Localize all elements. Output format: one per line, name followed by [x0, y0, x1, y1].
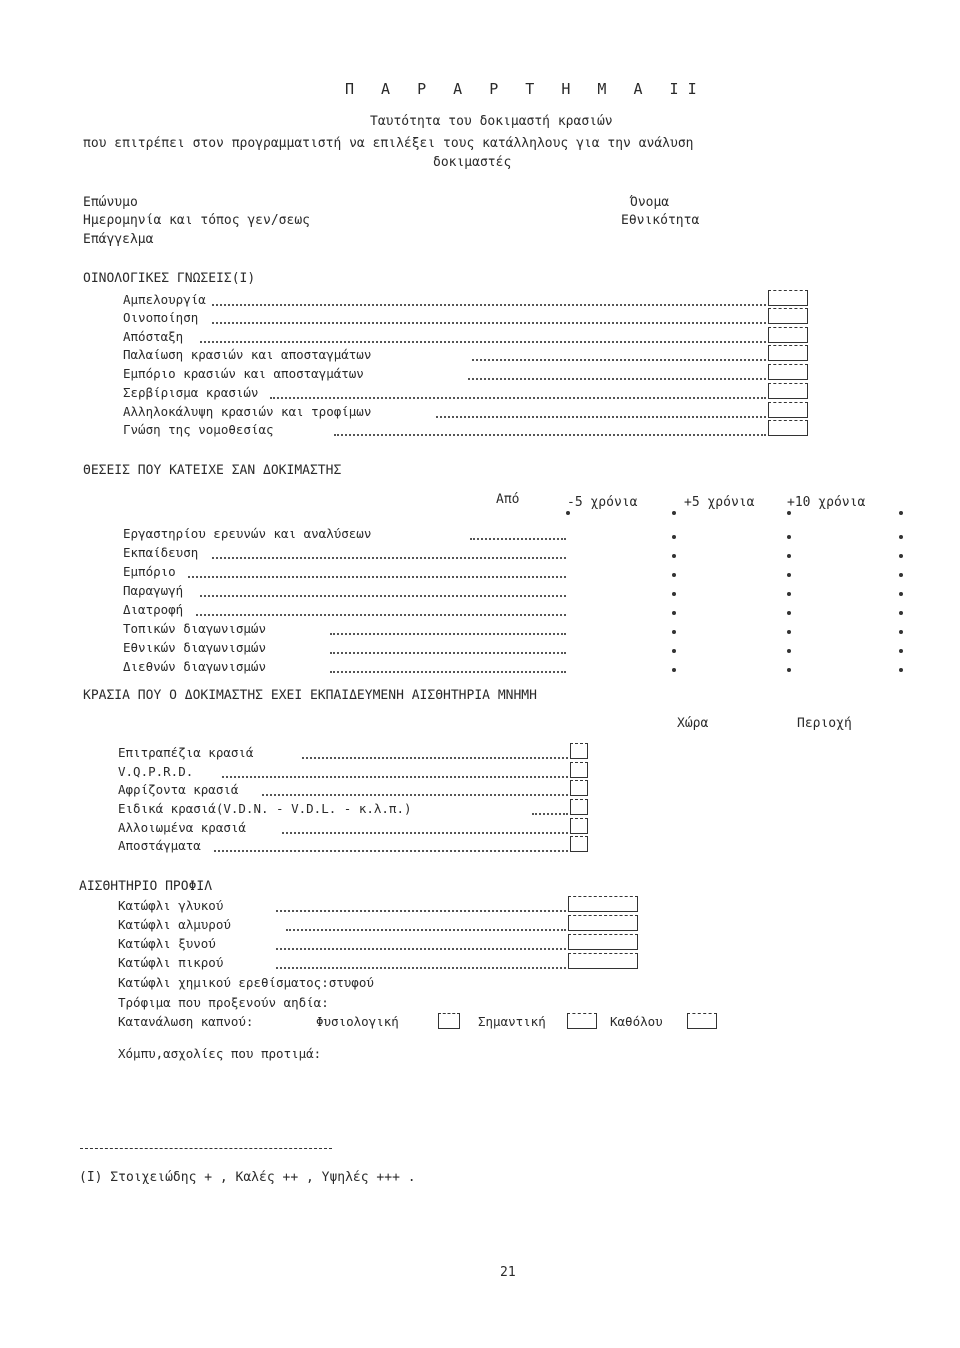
- mark-minus5[interactable]: [672, 592, 676, 596]
- surname-label: Επώνυμο: [83, 195, 138, 210]
- footnote-rule: [80, 1148, 332, 1149]
- threshold-label: Κατώφλι αλμυρού: [118, 917, 231, 932]
- mark-plus10[interactable]: [899, 535, 903, 539]
- intro-line-1: που επιτρέπει στον προγραμματιστή να επιλέξει τους κατάλληλους για την ανάλυση: [83, 136, 694, 151]
- positions-row-label: Διεθνών διαγωνισμών: [123, 659, 266, 674]
- knowledge-item-label: Απόσταξη: [123, 329, 184, 344]
- mark-plus5[interactable]: [787, 668, 791, 672]
- mark-plus5[interactable]: [787, 573, 791, 577]
- mark-plus10[interactable]: [899, 649, 903, 653]
- knowledge-checkbox[interactable]: [768, 290, 808, 306]
- wines-heading: ΚΡΑΣΙΑ ΠΟΥ Ο ΔΟΚΙΜΑΣΤΗΣ ΕΧΕΙ ΕΚΠΑΙΔΕΥΜΕΝΗ ΑΙΣΘΗΤΗΡΙΑ ΜΝΗΜΗ: [83, 688, 537, 703]
- positions-row-label: Διατροφή: [123, 602, 184, 617]
- mark-minus5[interactable]: [672, 668, 676, 672]
- knowledge-checkbox[interactable]: [768, 308, 808, 324]
- positions-row-label: Εμπόριο: [123, 564, 176, 579]
- wines-col-country: Χώρα: [677, 716, 709, 731]
- knowledge-checkbox[interactable]: [768, 420, 808, 436]
- mark-plus10[interactable]: [899, 668, 903, 672]
- mark-plus5[interactable]: [787, 649, 791, 653]
- positions-col-minus5: -5 χρόνια: [567, 495, 638, 510]
- knowledge-item-label: Αλληλοκάλυψη κρασιών και τροφίμων: [123, 404, 372, 419]
- birth-label: Ημερομηνία και τόπος γεν/σεως: [83, 213, 310, 228]
- positions-row-label: Παραγωγή: [123, 583, 184, 598]
- wine-item-label: Επιτραπέζια κρασιά: [118, 745, 254, 760]
- knowledge-item-label: Αμπελουργία: [123, 292, 206, 307]
- smoking-label: Κατανάλωση καπνού:: [118, 1014, 254, 1029]
- threshold-box[interactable]: [568, 896, 638, 912]
- knowledge-item-label: Γνώση της νομοθεσίας: [123, 422, 274, 437]
- mark-plus10[interactable]: [899, 573, 903, 577]
- intro-line-2: δοκιμαστές: [433, 155, 512, 170]
- positions-row-label: Εργαστηρίου ερευνών και αναλύσεων: [123, 526, 372, 541]
- smoking-option-none: Καθόλου: [610, 1014, 663, 1029]
- mark-plus5[interactable]: [787, 630, 791, 634]
- wine-checkbox[interactable]: [570, 743, 588, 759]
- knowledge-checkbox[interactable]: [768, 345, 808, 361]
- wine-checkbox[interactable]: [570, 762, 588, 778]
- smoking-option-normal: Φυσιολογική: [316, 1014, 399, 1029]
- name-label: Όνομα: [630, 195, 670, 210]
- food-aversion-label: Τρόφιμα που προξενούν αηδία:: [118, 995, 329, 1010]
- threshold-box[interactable]: [568, 953, 638, 969]
- threshold-label: Κατώφλι πικρού: [118, 955, 224, 970]
- hobbies-label: Χόμπυ,ασχολίες που προτιμά:: [118, 1046, 322, 1061]
- smoking-normal-checkbox[interactable]: [438, 1013, 460, 1029]
- wine-item-label: V.Q.P.R.D.: [118, 764, 194, 779]
- knowledge-item-label: Σερβίρισμα κρασιών: [123, 385, 259, 400]
- knowledge-item-label: Οινοποίηση: [123, 310, 199, 325]
- sensory-heading: ΑΙΣΘΗΤΗΡΙΟ ΠΡΟΦΙΛ: [79, 879, 213, 894]
- mark-minus5[interactable]: [672, 535, 676, 539]
- mark-minus5[interactable]: [672, 573, 676, 577]
- mark-minus5[interactable]: [672, 554, 676, 558]
- threshold-box[interactable]: [568, 915, 638, 931]
- mark-minus5[interactable]: [672, 630, 676, 634]
- knowledge-checkbox[interactable]: [768, 402, 808, 418]
- positions-from-label: Από: [496, 492, 520, 507]
- smoking-significant-checkbox[interactable]: [567, 1013, 597, 1029]
- positions-col-plus10: +10 χρόνια: [787, 495, 866, 510]
- page-title: Π Α Ρ Α Ρ Τ Η Μ Α II: [345, 80, 706, 98]
- mark-minus5[interactable]: [672, 649, 676, 653]
- knowledge-checkbox[interactable]: [768, 327, 808, 343]
- mark-plus10[interactable]: [899, 592, 903, 596]
- mark-plus5[interactable]: [787, 592, 791, 596]
- chemical-threshold-label: Κατώφλι χημικού ερεθίσματος:στυφού: [118, 975, 374, 990]
- knowledge-checkbox[interactable]: [768, 364, 808, 380]
- nationality-label: Εθνικότητα: [621, 213, 700, 228]
- knowledge-heading: ΟΙΝΟΛΟΓΙΚΕΣ ΓΝΩΣΕΙΣ(Ι): [83, 271, 256, 286]
- wine-item-label: Αλλοιωμένα κρασιά: [118, 820, 246, 835]
- threshold-box[interactable]: [568, 934, 638, 950]
- page-number: 21: [500, 1265, 516, 1280]
- mark-minus5[interactable]: [672, 611, 676, 615]
- positions-row-label: Εκπαίδευση: [123, 545, 199, 560]
- mark-plus5[interactable]: [787, 611, 791, 615]
- wine-checkbox[interactable]: [570, 780, 588, 796]
- positions-heading: ΘΕΣΕΙΣ ΠΟΥ ΚΑΤΕΙΧΕ ΣΑΝ ΔΟΚΙΜΑΣΤΗΣ: [83, 463, 342, 478]
- wines-col-region: Περιοχή: [797, 716, 852, 731]
- smoking-none-checkbox[interactable]: [687, 1013, 717, 1029]
- wine-checkbox[interactable]: [570, 836, 588, 852]
- wine-checkbox[interactable]: [570, 818, 588, 834]
- profession-label: Επάγγελμα: [83, 232, 154, 247]
- threshold-label: Κατώφλι ξυνού: [118, 936, 216, 951]
- positions-col-plus5: +5 χρόνια: [684, 495, 755, 510]
- smoking-option-significant: Σημαντική: [478, 1014, 546, 1029]
- mark-plus10[interactable]: [899, 630, 903, 634]
- wine-item-label: Αφρίζοντα κρασιά: [118, 782, 239, 797]
- knowledge-checkbox[interactable]: [768, 383, 808, 399]
- wine-item-label: Ειδικά κρασιά(V.D.N. - V.D.L. - κ.λ.π.): [118, 801, 412, 816]
- positions-row-label: Εθνικών διαγωνισμών: [123, 640, 266, 655]
- wine-item-label: Αποστάγματα: [118, 838, 201, 853]
- positions-row-label: Τοπικών διαγωνισμών: [123, 621, 266, 636]
- mark-plus5[interactable]: [787, 554, 791, 558]
- page-subtitle: Ταυτότητα του δοκιμαστή κρασιών: [370, 114, 613, 129]
- threshold-label: Κατώφλι γλυκού: [118, 898, 224, 913]
- mark-plus5[interactable]: [787, 535, 791, 539]
- wine-checkbox[interactable]: [570, 799, 588, 815]
- mark-plus10[interactable]: [899, 611, 903, 615]
- mark-plus10[interactable]: [899, 554, 903, 558]
- footnote: (I) Στοιχειώδης + , Καλές ++ , Υψηλές +++ .: [79, 1170, 416, 1185]
- knowledge-item-label: Εμπόριο κρασιών και αποσταγμάτων: [123, 366, 364, 381]
- knowledge-item-label: Παλαίωση κρασιών και αποσταγμάτων: [123, 347, 372, 362]
